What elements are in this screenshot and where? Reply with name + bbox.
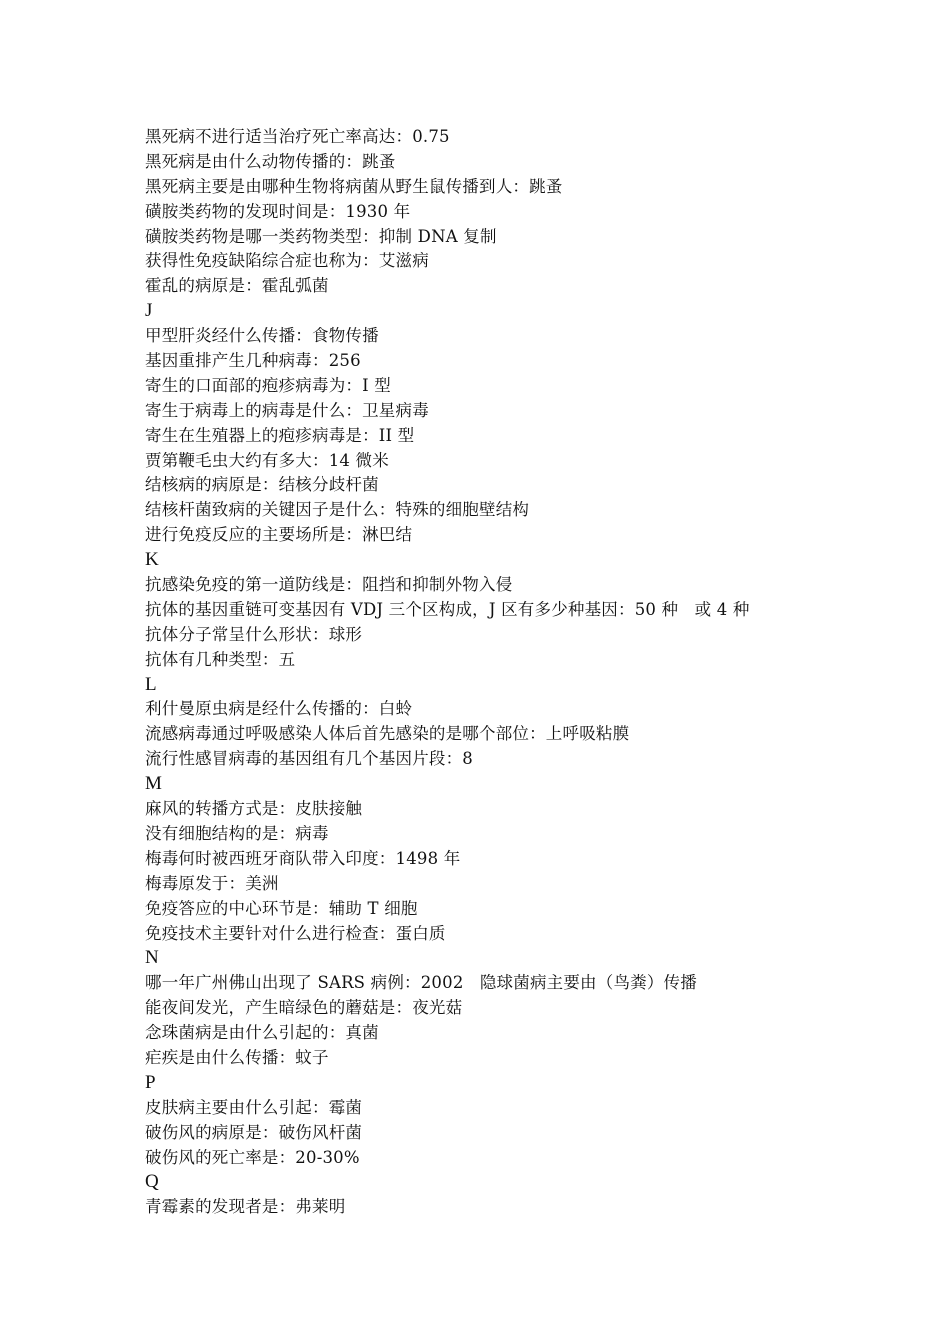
qa-line: 免疫技术主要针对什么进行检查：蛋白质 (145, 923, 446, 943)
qa-line: 哪一年广州佛山出现了 SARS 病例：2002 隐球菌病主要由（鸟粪）传播 (145, 973, 697, 993)
qa-line: 结核病的病原是：结核分歧杆菌 (145, 475, 379, 495)
qa-line: 黑死病不进行适当治疗死亡率高达：0.75 (145, 127, 450, 146)
section-letter-heading: N (145, 947, 159, 969)
section-letter-heading: M (145, 773, 163, 795)
qa-line: 疟疾是由什么传播：蚊子 (145, 1047, 329, 1067)
qa-line: 抗体有几种类型：五 (145, 649, 296, 669)
document-body (145, 125, 905, 1220)
qa-line: 黑死病是由什么动物传播的：跳蚤 (145, 151, 396, 171)
qa-line: 基因重排产生几种病毒：256 (145, 351, 361, 371)
qa-line: 进行免疫反应的主要场所是：淋巴结 (145, 525, 413, 545)
qa-line: 寄生在生殖器上的疱疹病毒是：II 型 (145, 425, 415, 445)
qa-line: 甲型肝炎经什么传播：食物传播 (145, 326, 379, 346)
qa-line: 没有细胞结构的是：病毒 (145, 823, 329, 843)
qa-line: 能夜间发光，产生暗绿色的蘑菇是：夜光菇 (145, 998, 463, 1018)
section-letter-heading: L (145, 673, 157, 695)
qa-line: 皮肤病主要由什么引起：霉菌 (145, 1097, 363, 1117)
qa-line: 流行性感冒病毒的基因组有几个基因片段：8 (145, 749, 473, 769)
qa-line: 梅毒原发于：美洲 (145, 873, 279, 893)
qa-line: 寄生于病毒上的病毒是什么：卫星病毒 (145, 400, 429, 420)
qa-line: 麻风的转播方式是：皮肤接触 (145, 799, 363, 819)
section-letter-heading: K (145, 549, 159, 571)
qa-line: 梅毒何时被西班牙商队带入印度：1498 年 (145, 848, 461, 868)
qa-line: 破伤风的死亡率是：20-30% (145, 1147, 360, 1167)
qa-line: 寄生的口面部的疱疹病毒为：I 型 (145, 375, 391, 395)
qa-line: 利什曼原虫病是经什么传播的：白蛉 (145, 699, 413, 719)
qa-line: 黑死病主要是由哪种生物将病菌从野生鼠传播到人：跳蚤 (145, 176, 563, 196)
qa-line: 抗体分子常呈什么形状：球形 (145, 624, 363, 644)
section-letter-heading: Q (145, 1171, 159, 1193)
section-letter-heading: P (145, 1071, 156, 1093)
qa-line: 念珠菌病是由什么引起的：真菌 (145, 1023, 379, 1043)
qa-line: 磺胺类药物的发现时间是：1930 年 (145, 201, 411, 221)
qa-line: 抗体的基因重链可变基因有 VDJ 三个区构成，J 区有多少种基因：50 种 或 4 种 (145, 599, 750, 619)
qa-line: 贾第鞭毛虫大约有多大：14 微米 (145, 450, 389, 470)
qa-line: 磺胺类药物是哪一类药物类型：抑制 DNA 复制 (145, 226, 497, 246)
qa-line: 流感病毒通过呼吸感染人体后首先感染的是哪个部位：上呼吸粘膜 (145, 724, 630, 744)
section-letter-heading: J (145, 300, 153, 322)
qa-line: 霍乱的病原是：霍乱弧菌 (145, 276, 329, 296)
qa-line: 获得性免疫缺陷综合症也称为：艾滋病 (145, 251, 429, 271)
qa-line: 抗感染免疫的第一道防线是：阻挡和抑制外物入侵 (145, 575, 513, 595)
qa-line: 青霉素的发现者是：弗莱明 (145, 1197, 346, 1217)
qa-line: 免疫答应的中心环节是：辅助 T 细胞 (145, 898, 418, 918)
qa-line: 破伤风的病原是：破伤风杆菌 (145, 1122, 363, 1142)
qa-line: 结核杆菌致病的关键因子是什么：特殊的细胞壁结构 (145, 500, 530, 520)
